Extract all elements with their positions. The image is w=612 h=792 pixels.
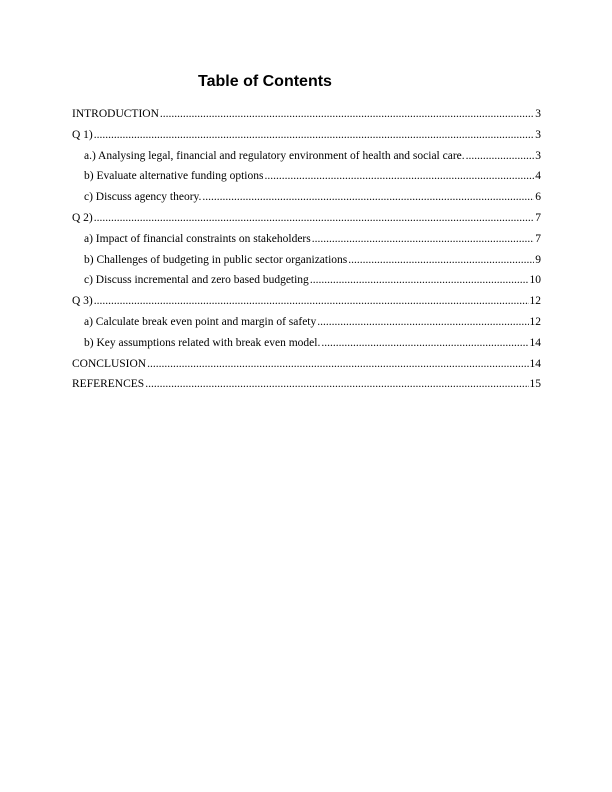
toc-entry-label: a.) Analysing legal, financial and regulatory environment of health and social care. bbox=[84, 149, 465, 162]
toc-dot-leader bbox=[310, 270, 529, 291]
toc-entry-label: INTRODUCTION bbox=[72, 108, 159, 120]
toc-entry-label: REFERENCES bbox=[72, 378, 145, 391]
toc-dot-leader bbox=[321, 333, 528, 354]
toc-dot-leader bbox=[147, 354, 528, 375]
toc-dot-leader bbox=[94, 125, 534, 146]
toc-entry-label: c) Discuss agency theory. bbox=[84, 191, 202, 204]
toc-entry-page: 9 bbox=[535, 253, 541, 266]
toc-entry-q1b[interactable] bbox=[72, 166, 541, 187]
toc-entry-page: 14 bbox=[529, 357, 541, 370]
toc-entry-page: 3 bbox=[535, 149, 541, 162]
toc-entry-q1[interactable] bbox=[72, 125, 541, 146]
toc-entry-q3b[interactable] bbox=[72, 333, 541, 354]
toc-entry-q2b[interactable] bbox=[72, 250, 541, 271]
toc-entry-q3[interactable] bbox=[72, 291, 541, 312]
toc-entry-page: 12 bbox=[529, 295, 541, 308]
toc-entry-label: CONCLUSION bbox=[72, 357, 147, 370]
toc-entry-label: b) Key assumptions related with break even model. bbox=[84, 336, 321, 349]
toc-entry-references[interactable] bbox=[72, 374, 541, 395]
toc-list bbox=[72, 104, 541, 395]
toc-dot-leader bbox=[264, 166, 534, 187]
toc-dot-leader bbox=[348, 250, 534, 271]
toc-dot-leader bbox=[317, 312, 528, 333]
toc-entry-page: 6 bbox=[535, 191, 541, 204]
toc-entry-label: a) Impact of financial constraints on stakeholders bbox=[84, 232, 311, 245]
toc-entry-label: Q 2) bbox=[72, 211, 93, 224]
toc-entry-page: 14 bbox=[529, 336, 541, 349]
toc-entry-page: 15 bbox=[529, 378, 541, 391]
toc-entry-page: 10 bbox=[529, 274, 541, 287]
toc-dot-leader bbox=[94, 208, 534, 229]
toc-entry-page: 12 bbox=[529, 315, 541, 328]
toc-entry-page: 4 bbox=[535, 170, 541, 183]
toc-dot-leader bbox=[94, 291, 529, 312]
toc-entry-label: b) Challenges of budgeting in public sector organizations bbox=[84, 253, 348, 266]
toc-entry-label: b) Evaluate alternative funding options bbox=[84, 170, 264, 183]
toc-entry-q1a[interactable] bbox=[72, 146, 541, 167]
toc-entry-page: 3 bbox=[535, 128, 541, 141]
toc-dot-leader bbox=[160, 104, 534, 125]
toc-entry-q2[interactable] bbox=[72, 208, 541, 229]
toc-dot-leader bbox=[312, 229, 535, 250]
toc-entry-q2c[interactable] bbox=[72, 270, 541, 291]
toc-dot-leader bbox=[145, 374, 528, 395]
toc-entry-conclusion[interactable] bbox=[72, 354, 541, 375]
toc-entry-q2a[interactable] bbox=[72, 229, 541, 250]
toc-dot-leader bbox=[202, 187, 534, 208]
toc-entry-label: a) Calculate break even point and margin of safety bbox=[84, 315, 317, 328]
toc-entry-page: 7 bbox=[535, 211, 541, 224]
toc-entry-page: 7 bbox=[535, 232, 541, 245]
toc-entry-label: c) Discuss incremental and zero based budgeting bbox=[84, 274, 309, 287]
toc-entry-label: Q 1) bbox=[72, 128, 93, 141]
toc-title: Table of Contents bbox=[198, 73, 332, 90]
toc-entry-introduction[interactable] bbox=[72, 104, 541, 125]
toc-entry-q1c[interactable] bbox=[72, 187, 541, 208]
toc-entry-page: 3 bbox=[535, 108, 541, 120]
toc-entry-q3a[interactable] bbox=[72, 312, 541, 333]
toc-dot-leader bbox=[466, 146, 535, 167]
toc-entry-label: Q 3) bbox=[72, 295, 93, 308]
